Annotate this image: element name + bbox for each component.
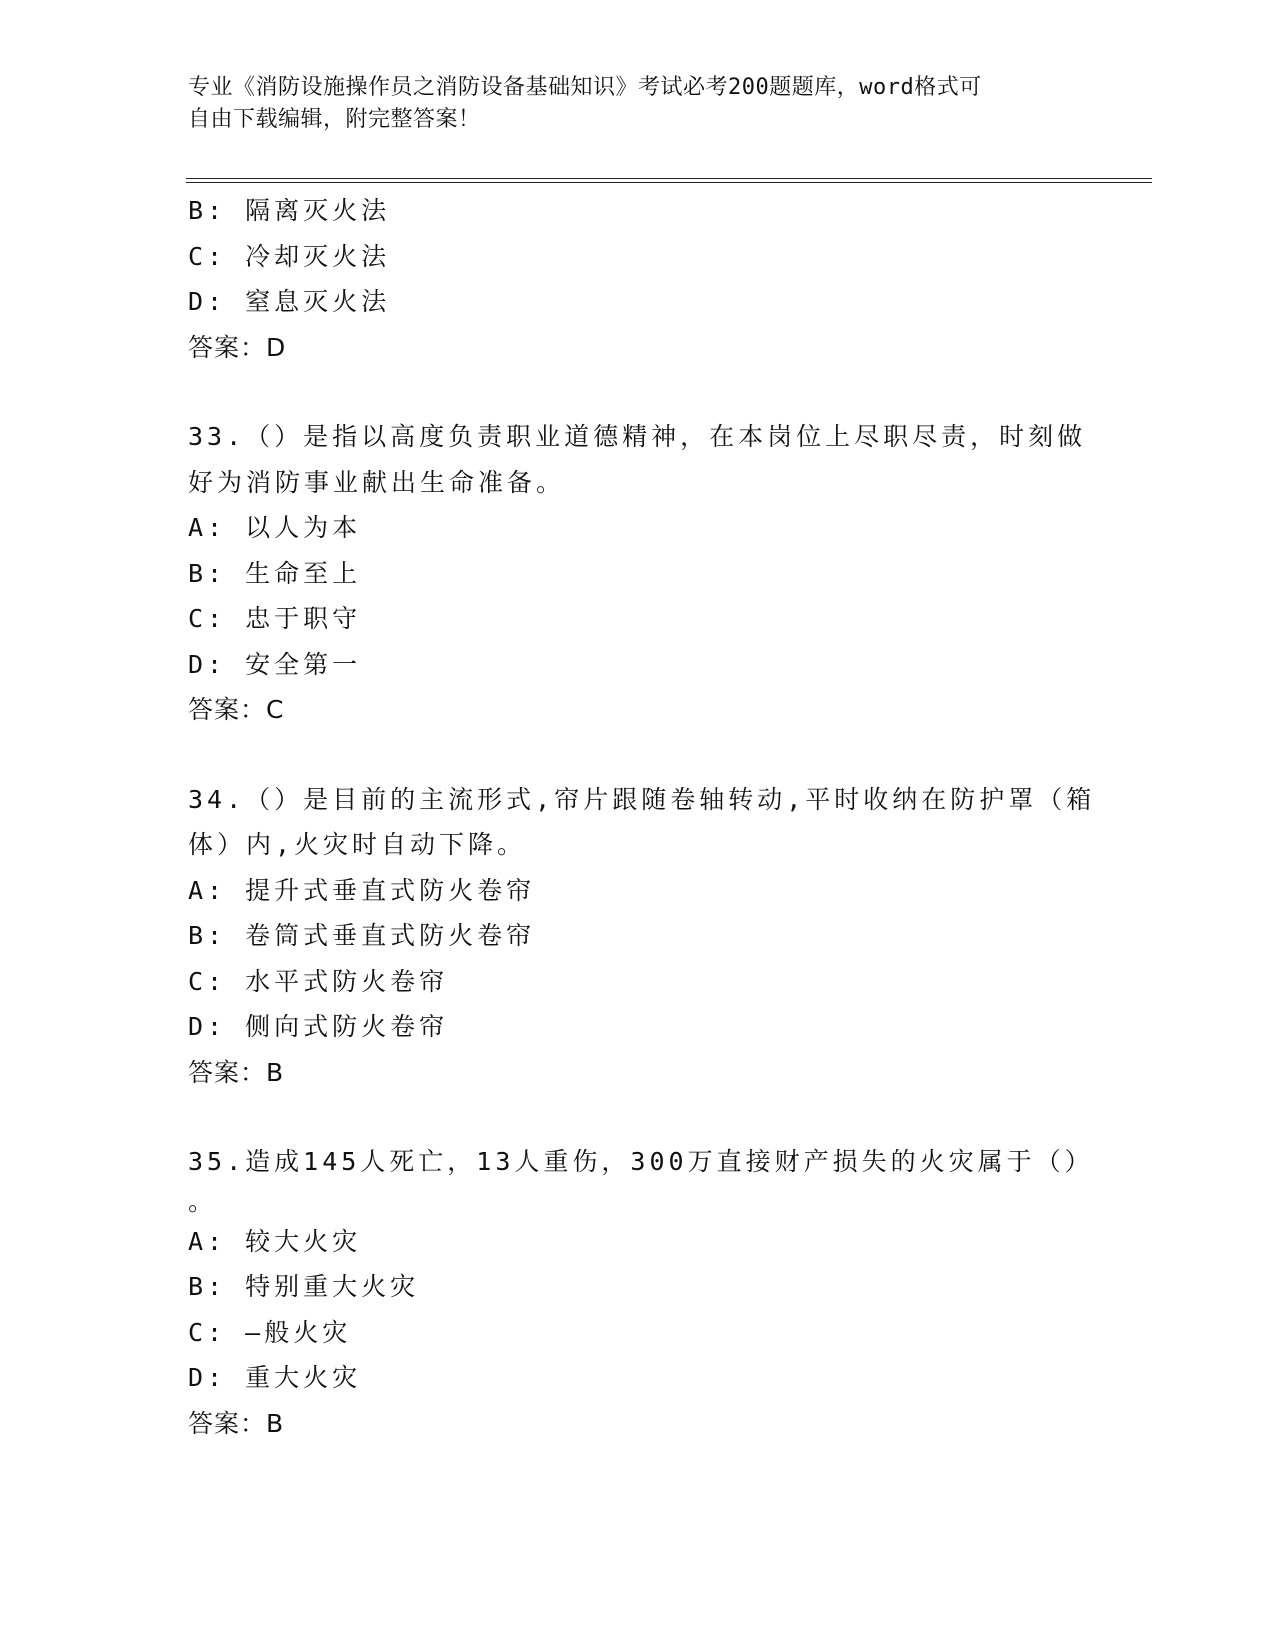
question-34 bbox=[188, 777, 1096, 1096]
question-33 bbox=[188, 414, 1088, 733]
option-b: B: 生命至上 bbox=[188, 558, 362, 588]
spacer bbox=[188, 1095, 1088, 1139]
option-d: D: 重大火灾 bbox=[188, 1363, 362, 1392]
question-text-line: 。 bbox=[188, 1186, 218, 1216]
header-line-1: 专业《消防设施操作员之消防设备基础知识》考试必考200题题库，word格式可 bbox=[188, 75, 982, 100]
question-text-line: 体）内,火灾时自动下降。 bbox=[188, 830, 527, 859]
option-a: A: 较大火灾 bbox=[188, 1226, 362, 1256]
document-header bbox=[188, 72, 1088, 136]
option-c: C: 冷却灭火法 bbox=[188, 241, 391, 271]
question-text-line: 35.造成145人死亡，13人重伤，300万直接财产损失的火灾属于（） bbox=[188, 1147, 1094, 1176]
option-d: D: 安全第一 bbox=[188, 649, 362, 679]
previous-question-tail bbox=[188, 188, 1088, 370]
answer: 答案：B bbox=[188, 1057, 285, 1087]
header-divider bbox=[186, 178, 1152, 183]
header-line-2: 自由下载编辑，附完整答案！ bbox=[188, 107, 481, 132]
option-a: A: 提升式垂直式防火卷帘 bbox=[188, 875, 536, 905]
option-d: D: 侧向式防火卷帘 bbox=[188, 1012, 449, 1041]
question-35 bbox=[188, 1139, 1094, 1446]
option-d: D: 窒息灭火法 bbox=[188, 287, 391, 316]
answer: 答案：C bbox=[188, 695, 285, 724]
option-b: B: 特别重大火灾 bbox=[188, 1272, 420, 1301]
option-c: C: —般火灾 bbox=[188, 1317, 352, 1347]
option-b: B: 隔离灭火法 bbox=[188, 196, 391, 225]
question-text-line: 好为消防事业献出生命准备。 bbox=[188, 467, 566, 497]
question-text-line: 34.（）是目前的主流形式,帘片跟随卷轴转动,平时收纳在防护罩（箱 bbox=[188, 784, 1096, 814]
option-c: C: 忠于职守 bbox=[188, 604, 362, 633]
answer: 答案：D bbox=[188, 332, 287, 362]
option-c: C: 水平式防火卷帘 bbox=[188, 966, 449, 996]
option-b: B: 卷筒式垂直式防火卷帘 bbox=[188, 921, 536, 950]
answer: 答案：B bbox=[188, 1408, 285, 1438]
question-list bbox=[188, 188, 1096, 1446]
question-text-line: 33.（）是指以高度负责职业道德精神，在本岗位上尽职尽责，时刻做 bbox=[188, 422, 1087, 451]
spacer bbox=[188, 370, 1088, 414]
spacer bbox=[188, 733, 1088, 777]
option-a: A: 以人为本 bbox=[188, 513, 362, 542]
